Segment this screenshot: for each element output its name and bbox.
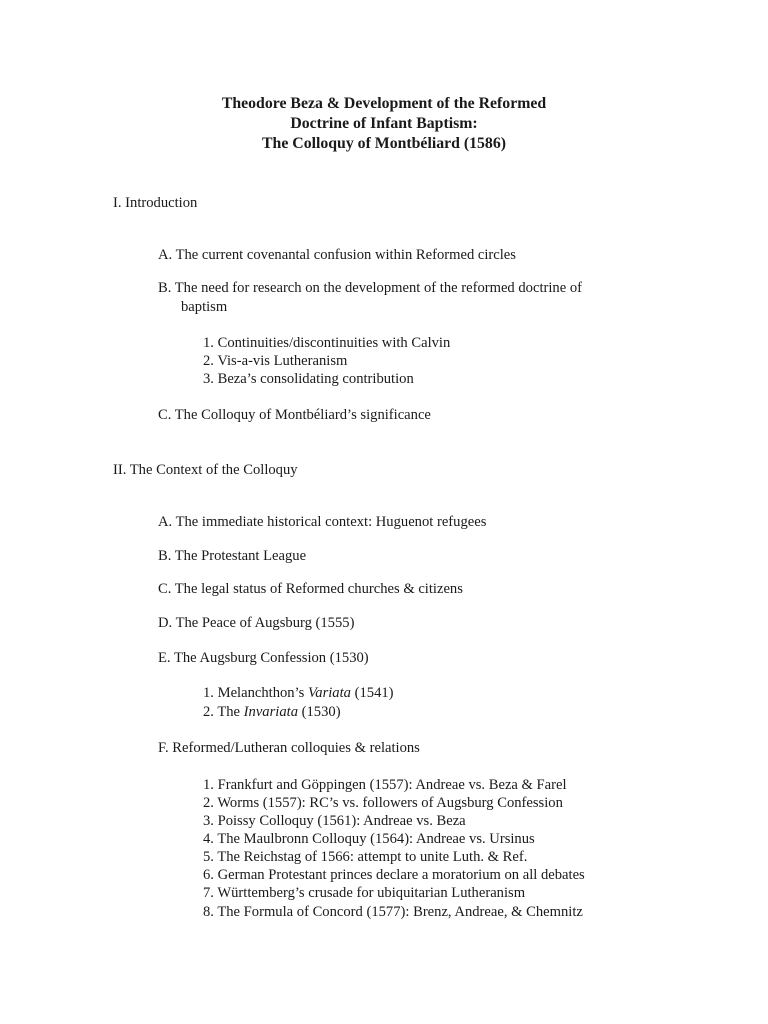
outline-item-1c: C. The Colloquy of Montbéliard’s significance bbox=[158, 407, 431, 423]
outline-subitem-2f-4: 4. The Maulbronn Colloquy (1564): Andreae vs. Ursinus bbox=[203, 831, 535, 847]
outline-subitem-2f-3: 3. Poissy Colloquy (1561): Andreae vs. Beza bbox=[203, 813, 466, 829]
outline-item-2e: E. The Augsburg Confession (1530) bbox=[158, 650, 369, 666]
title-line-3: The Colloquy of Montbéliard (1586) bbox=[262, 135, 506, 152]
outline-item-2d: D. The Peace of Augsburg (1555) bbox=[158, 615, 355, 631]
outline-item-2f: F. Reformed/Lutheran colloquies & relations bbox=[158, 740, 420, 756]
subitem-text: (1541) bbox=[350, 685, 394, 701]
subitem-text: (1530) bbox=[298, 704, 341, 720]
outline-item-1b: B. The need for research on the development of the reformed doctrine of bbox=[158, 280, 582, 296]
section-heading-introduction: I. Introduction bbox=[113, 195, 198, 211]
document-title bbox=[0, 94, 768, 154]
outline-subitem-2e-1 bbox=[203, 684, 394, 702]
section-heading-context: II. The Context of the Colloquy bbox=[113, 462, 298, 478]
outline-subitem-2f-7: 7. Württemberg’s crusade for ubiquitarian Lutheranism bbox=[203, 885, 526, 901]
subitem-italic-term: Variata bbox=[307, 685, 351, 701]
subitem-text: 1. Melanchthon’s bbox=[203, 685, 308, 701]
outline-subitem-2f-2: 2. Worms (1557): RC’s vs. followers of Augsburg Confession bbox=[203, 795, 563, 811]
outline-item-2c: C. The legal status of Reformed churches & citizens bbox=[158, 581, 463, 597]
title-line-1: Theodore Beza & Development of the Reformed bbox=[221, 95, 547, 112]
outline-item-2a: A. The immediate historical context: Huguenot refugees bbox=[158, 514, 487, 530]
outline-subitem-2f-5: 5. The Reichstag of 1566: attempt to unite Luth. & Ref. bbox=[203, 849, 528, 865]
outline-subitem-1b-3: 3. Beza’s consolidating contribution bbox=[203, 371, 414, 387]
outline-item-1a: A. The current covenantal confusion within Reformed circles bbox=[158, 247, 516, 263]
outline-subitem-2f-1: 1. Frankfurt and Göppingen (1557): Andreae vs. Beza & Farel bbox=[203, 777, 567, 793]
outline-subitem-2e-2 bbox=[203, 703, 341, 721]
outline-item-2b: B. The Protestant League bbox=[158, 548, 307, 564]
outline-subitem-1b-1: 1. Continuities/discontinuities with Calvin bbox=[203, 335, 451, 351]
subitem-text: 2. The bbox=[203, 704, 244, 720]
outline-subitem-2f-8: 8. The Formula of Concord (1577): Brenz, Andreae, & Chemnitz bbox=[203, 904, 583, 920]
outline-item-1b-continuation: baptism bbox=[181, 299, 228, 315]
outline-subitem-2f-6: 6. German Protestant princes declare a moratorium on all debates bbox=[203, 867, 585, 883]
title-line-2: Doctrine of Infant Baptism: bbox=[290, 115, 478, 132]
outline-subitem-1b-2: 2. Vis-a-vis Lutheranism bbox=[203, 353, 348, 369]
subitem-italic-term: Invariata bbox=[243, 704, 298, 720]
